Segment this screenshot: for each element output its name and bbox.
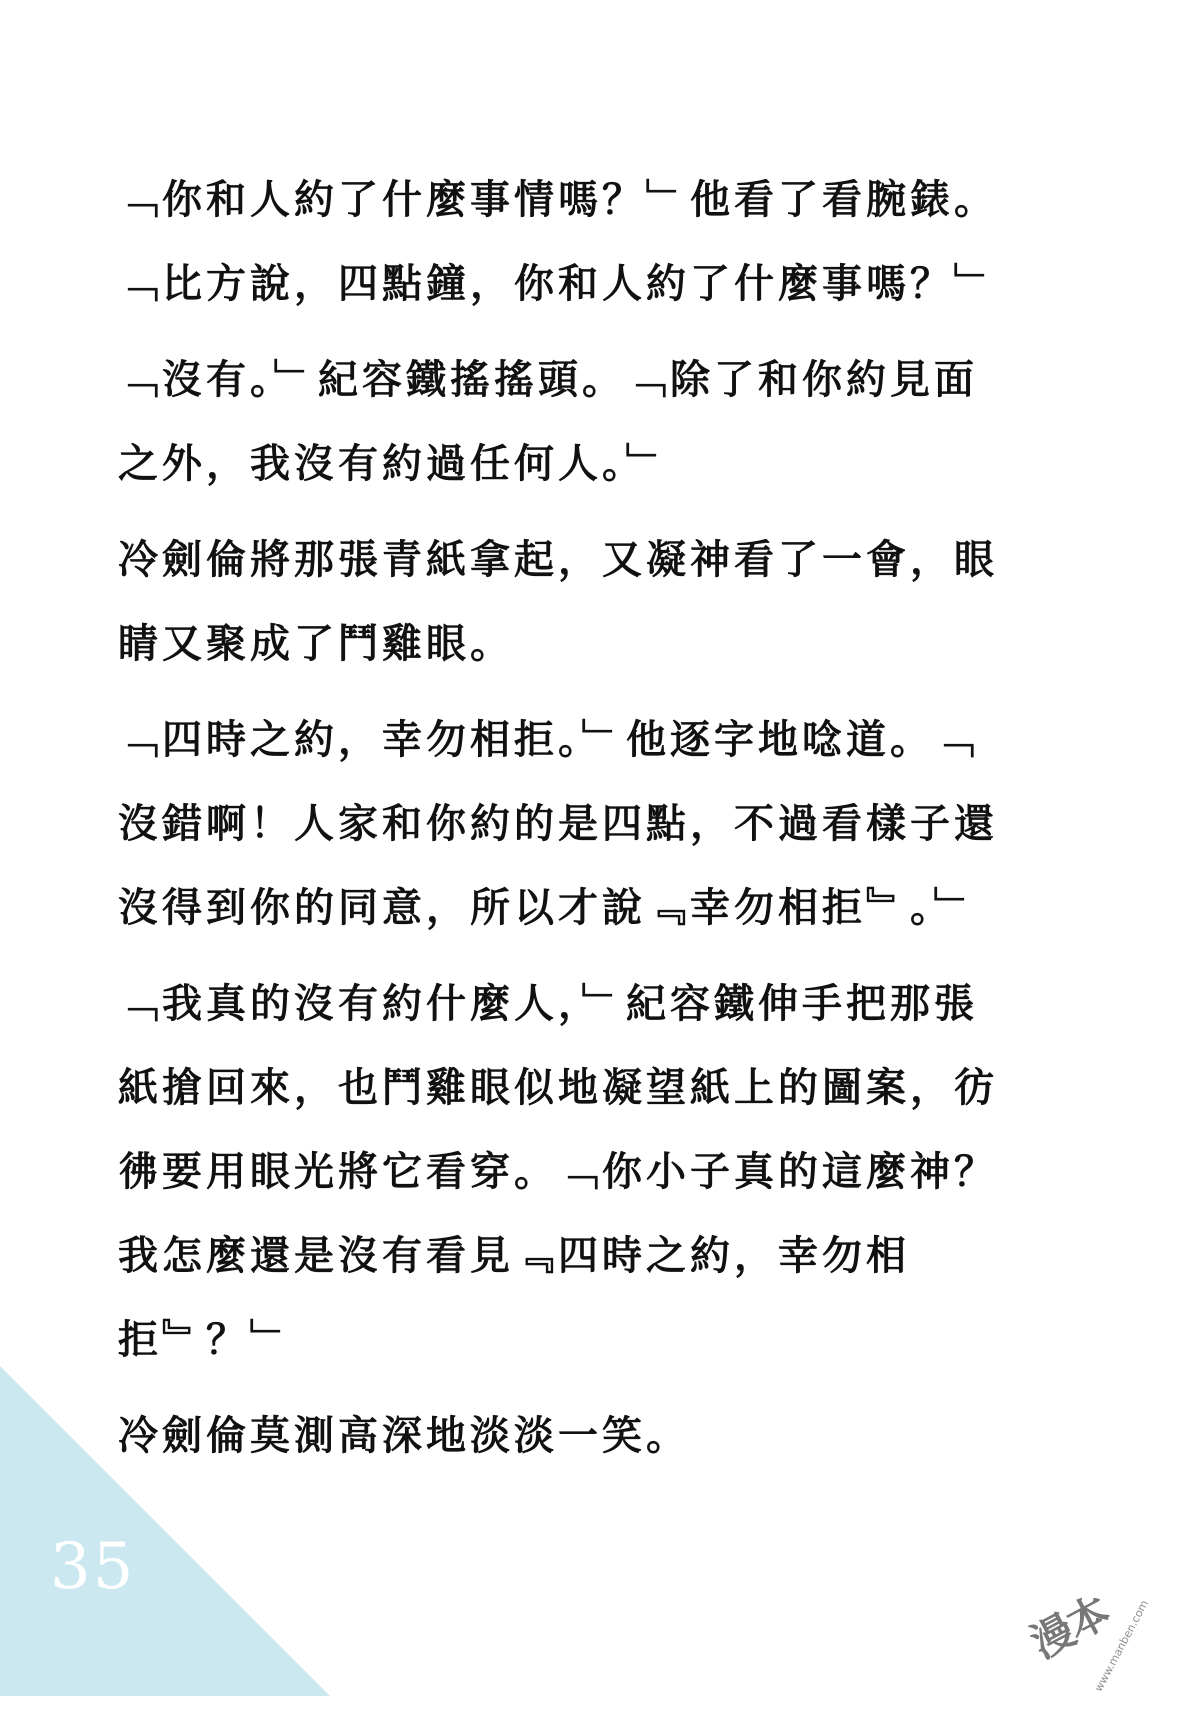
text-line: 拒﹄？﹂ [118,1317,294,1363]
paragraph [118,158,1098,326]
paragraph [118,962,1098,1382]
paragraph [118,1394,1098,1478]
text-line: 紙搶回來，也鬥雞眼似地凝望紙上的圖案，彷 [118,1065,998,1111]
paragraph [118,518,1098,686]
text-line: ﹁我真的沒有約什麼人，﹂紀容鐵伸手把那張 [118,981,978,1027]
text-line: 彿要用眼光將它看穿。﹁你小子真的這麼神？ [118,1149,998,1195]
text-line: 沒錯啊！人家和你約的是四點，不過看樣子還 [118,801,998,847]
text-line: ﹁沒有。﹂紀容鐵搖搖頭。﹁除了和你約見面 [118,357,978,403]
page-number: 35 [50,1530,136,1604]
text-line: 沒得到你的同意，所以才說﹃幸勿相拒﹄。﹂ [118,885,978,931]
text-line: 之外，我沒有約過任何人。﹂ [118,441,670,487]
text-line: 冷劍倫莫測高深地淡淡一笑。 [118,1413,690,1459]
watermark-logo: 漫本 [1022,1587,1117,1668]
body-text [118,158,1098,1490]
text-line: 睛又聚成了鬥雞眼。 [118,621,514,667]
text-line: ﹁比方說，四點鐘，你和人約了什麼事嗎？﹂ [118,261,998,307]
text-line: 我怎麼還是沒有看見﹃四時之約，幸勿相 [118,1233,910,1279]
text-line: ﹁四時之約，幸勿相拒。﹂他逐字地唸道。﹁ [118,717,978,763]
paragraph [118,698,1098,950]
paragraph [118,338,1098,506]
text-line: ﹁你和人約了什麼事情嗎？﹂他看了看腕錶。 [118,177,998,223]
watermark-url: www.manben.com [1092,1598,1152,1694]
text-line: 冷劍倫將那張青紙拿起，又凝神看了一會，眼 [118,537,998,583]
watermark [1010,1568,1152,1694]
